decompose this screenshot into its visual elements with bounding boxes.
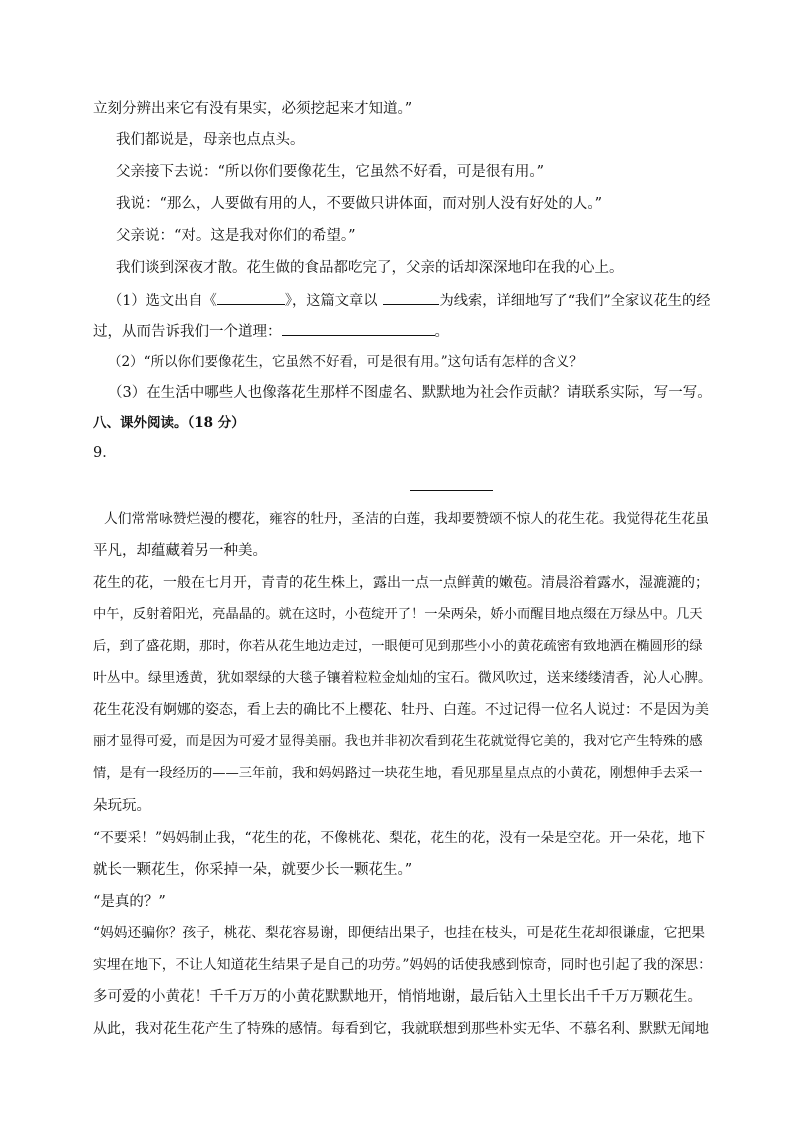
passage2-line-17: 从此，我对花生花产生了特殊的感情。每看到它，我就联想到那些朴实无华、不慕名利、默默无闻地 bbox=[93, 1021, 709, 1037]
title-blank-line[interactable] bbox=[410, 490, 493, 491]
question-3: （3）在生活中哪些人也像落花生那样不图虚名、默默地为社会作贡献？请联系实际，写一写。 bbox=[108, 385, 712, 401]
passage2-line-11: “不要采！”妈妈制止我，“花生的花，不像桃花、梨花，花生的花，没有一朵是空花。开一朵花，地下 bbox=[93, 830, 706, 846]
passage2-line-8: 丽才显得可爱，而是因为可爱才显得美丽。我也并非初次看到花生花就觉得它美的，我对它产生特殊的感 bbox=[93, 734, 703, 749]
passage2-line-16: 多可爱的小黄花！千千万万的小黄花默默地开，悄悄地谢，最后钻入土里长出千千万万颗花生。 bbox=[93, 989, 702, 1005]
passage2-line-15: 实埋在地下，不让人知道花生结果子是自己的功劳。”妈妈的话使我感到惊奇，同时也引起了我的深思： bbox=[93, 957, 712, 973]
passage2-line-13: “是真的？” bbox=[93, 894, 166, 910]
passage2-line-2: 平凡，却蕴藏着另一种美。 bbox=[93, 543, 267, 559]
passage2-line-12: 就长一颗花生，你采掉一朵，就要少长一颗花生。” bbox=[93, 862, 413, 878]
passage2-line-1: 人们常常咏赞烂漫的樱花，雍容的牡丹，圣洁的白莲，我却要赞颂不惊人的花生花。我觉得花生花虽 bbox=[104, 511, 710, 527]
passage2-line-9: 情，是有一段经历的——三年前，我和妈妈路过一块花生地，看见那星星点点的小黄花，刚想伸手去采一 bbox=[93, 766, 703, 781]
question-1-part-d: 过，从而告诉我们一个道理： bbox=[93, 324, 282, 340]
passage2-line-5: 后，到了盛花期，那时，你若从花生地边走过，一眼便可见到那些小小的黄花疏密有致地洒在椭圆形的绿 bbox=[93, 639, 703, 654]
passage1-line-5: 父亲说：“对。这是我对你们的希望。” bbox=[116, 228, 356, 244]
passage1-line-3: 父亲接下去说：“所以你们要像花生，它虽然不好看，可是很有用。” bbox=[116, 164, 545, 180]
passage1-line-1: 立刻分辨出来它有没有果实，必须挖起来才知道。” bbox=[93, 101, 413, 117]
passage1-line-4: 我说：“那么，人要做有用的人，不要做只讲体面，而对别人没有好处的人。” bbox=[116, 196, 603, 212]
answer-blank-lesson[interactable] bbox=[282, 321, 435, 336]
question-1-line-1 bbox=[108, 290, 711, 311]
question-number: 9． bbox=[93, 445, 117, 461]
passage2-line-7: 花生花没有婀娜的姿态，看上去的确比不上樱花、牡丹、白莲。不过记得一位名人说过：不是因为美 bbox=[93, 702, 709, 718]
passage2-line-3: 花生的花，一般在七月开，青青的花生株上，露出一点一点鲜黄的嫩苞。清晨浴着露水，湿漉漉的； bbox=[93, 575, 709, 591]
question-1-part-e: 。 bbox=[434, 324, 449, 340]
passage1-line-2: 我们都说是，母亲也点点头。 bbox=[116, 132, 305, 148]
passage2-line-14: “妈妈还骗你？孩子，桃花、梨花容易谢，即便结出果子，也挂在枝头，可是花生花却很谦虚，它把果 bbox=[93, 925, 706, 941]
passage2-line-10: 朵玩玩。 bbox=[93, 798, 151, 814]
question-2: （2）“所以你们要像花生，它虽然不好看，可是很有用。”这句话有怎样的含义？ bbox=[108, 354, 583, 370]
passage2-line-6: 叶丛中。绿里透黄，犹如翠绿的大毯子镶着粒粒金灿灿的宝石。微风吹过，送来缕缕清香，沁人心脾。 bbox=[93, 670, 712, 686]
answer-blank-clue[interactable] bbox=[383, 290, 439, 305]
answer-blank-book-title[interactable] bbox=[217, 290, 285, 305]
section-8-heading: 八、课外阅读。（18 分） bbox=[93, 415, 245, 431]
passage2-line-4: 中午，反射着阳光，亮晶晶的。就在这时，小苞绽开了！一朵两朵，娇小而醒目地点缀在万绿丛中。几天 bbox=[93, 607, 703, 622]
passage1-line-6: 我们谈到深夜才散。花生做的食品都吃完了，父亲的话却深深地印在我的心上。 bbox=[116, 260, 624, 276]
question-1-part-c: 为线索，详细地写了“我们”全家议花生的经 bbox=[439, 293, 711, 309]
question-1-part-a: （1）选文出自《 bbox=[108, 293, 217, 309]
question-1-line-2 bbox=[93, 321, 449, 342]
question-1-part-b: 》，这篇文章以 bbox=[284, 293, 378, 309]
